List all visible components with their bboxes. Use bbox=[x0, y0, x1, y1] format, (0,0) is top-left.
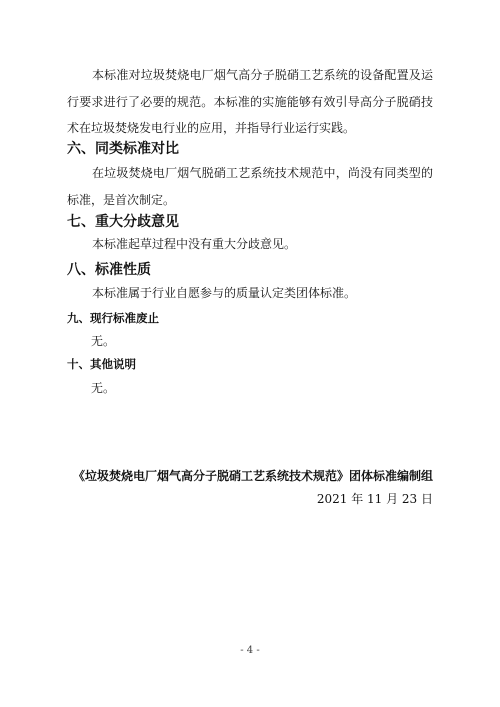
section8-paragraph: 本标准属于行业自愿参与的质量认定类团体标准。 bbox=[92, 286, 357, 300]
section10-text: 无。 bbox=[91, 381, 116, 395]
section7-paragraph: 本标准起草过程中没有重大分歧意见。 bbox=[92, 237, 297, 251]
section8-heading: 八、标准性质 bbox=[67, 262, 151, 278]
section10-heading: 十、其他说明 bbox=[67, 357, 136, 371]
page-number: - 4 - bbox=[240, 645, 260, 656]
section6-paragraph: 在垃圾焚烧电厂烟气脱硝工艺系统技术规范中，尚没有同类型的标准，是首次制定。 bbox=[67, 166, 433, 207]
section9-text: 无。 bbox=[91, 334, 116, 348]
section7-heading: 七、重大分歧意见 bbox=[67, 214, 179, 230]
signature-date: 2021 年 11 月 23 日 bbox=[316, 492, 433, 506]
section9-heading: 九、现行标准废止 bbox=[67, 311, 159, 325]
section6-heading: 六、同类标准对比 bbox=[67, 141, 179, 157]
drafting-group-signature: 《垃圾焚烧电厂烟气高分子脱硝工艺系统技术规范》团体标准编制组 bbox=[72, 469, 433, 483]
intro-paragraph: 本标准对垃圾焚烧电厂烟气高分子脱硝工艺系统的设备配置及运行要求进行了必要的规范。本标准的实施能够有效引导高分子脱硝技术在垃圾焚烧发电行业的应用，并指导行业运行实践。 bbox=[67, 68, 433, 135]
